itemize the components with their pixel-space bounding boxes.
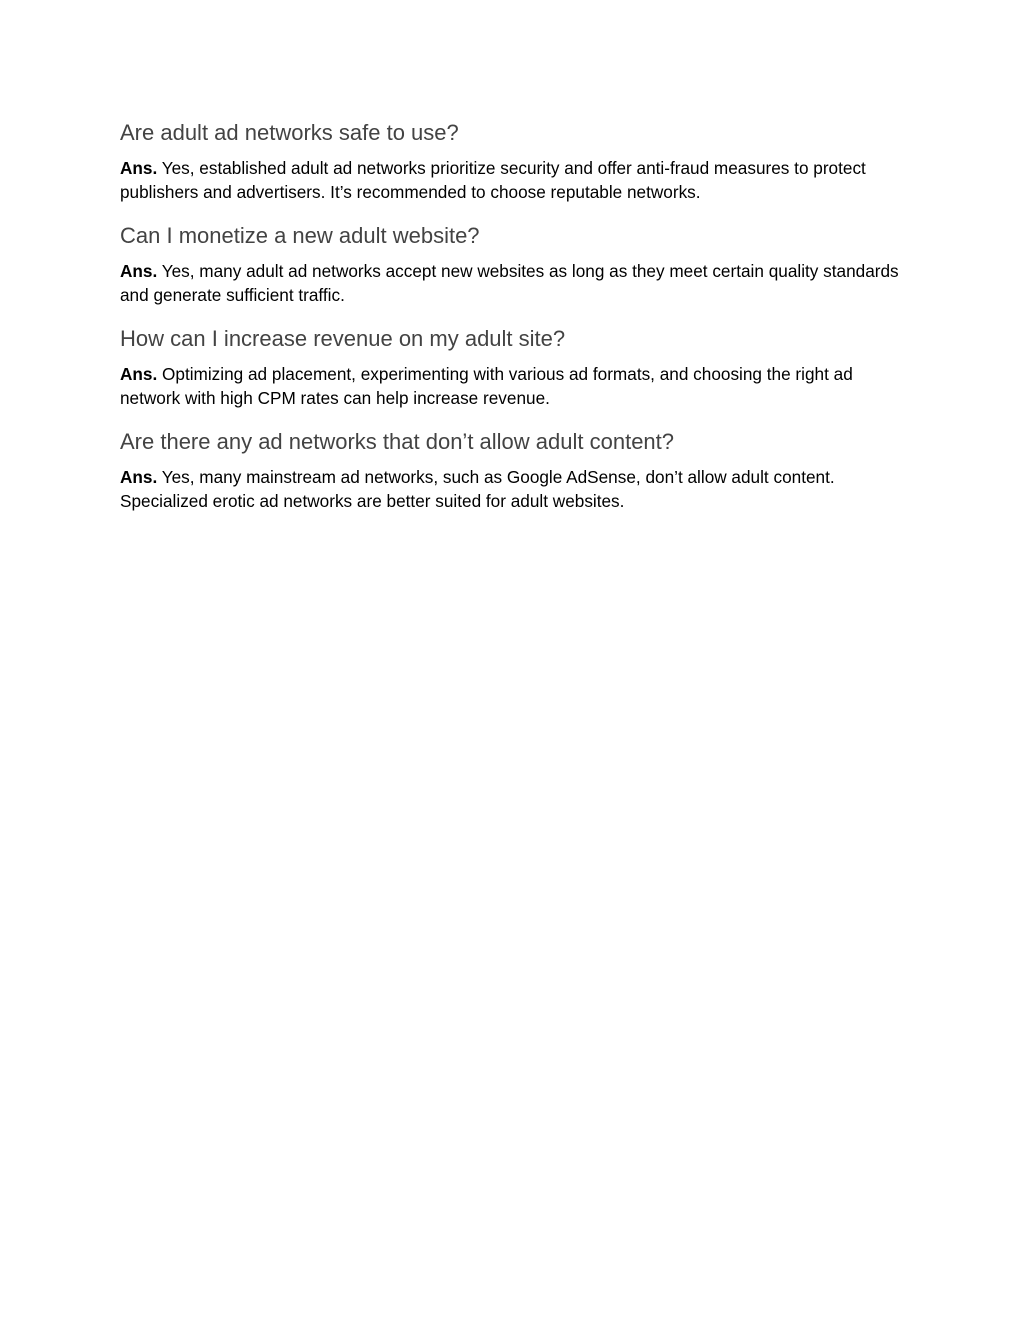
answer-label: Ans. (120, 364, 158, 384)
faq-item (120, 324, 900, 410)
answer-text: Yes, many mainstream ad networks, such as Google AdSense, don’t allow adult content. Specialized erotic ad networks are better suited for adult websites. (120, 467, 835, 511)
faq-answer (120, 259, 900, 307)
faq-item (120, 427, 900, 513)
answer-label: Ans. (120, 158, 158, 178)
faq-item (120, 221, 900, 307)
faq-question: How can I increase revenue on my adult site? (120, 326, 566, 351)
faq-answer (120, 362, 900, 410)
answer-text: Optimizing ad placement, experimenting with various ad formats, and choosing the right ad network with high CPM rates can help increase revenue. (120, 364, 853, 408)
faq-question: Are adult ad networks safe to use? (120, 120, 459, 145)
faq-question: Are there any ad networks that don’t allow adult content? (120, 429, 675, 454)
answer-label: Ans. (120, 261, 158, 281)
faq-item (120, 118, 900, 204)
faq-answer (120, 156, 900, 204)
faq-question: Can I monetize a new adult website? (120, 223, 480, 248)
answer-label: Ans. (120, 467, 158, 487)
document-page (120, 118, 900, 530)
faq-answer (120, 465, 900, 513)
answer-text: Yes, many adult ad networks accept new websites as long as they meet certain quality standards and generate sufficient traffic. (120, 261, 899, 305)
answer-text: Yes, established adult ad networks prioritize security and offer anti-fraud measures to protect publishers and advertisers. It’s recommended to choose reputable networks. (120, 158, 866, 202)
